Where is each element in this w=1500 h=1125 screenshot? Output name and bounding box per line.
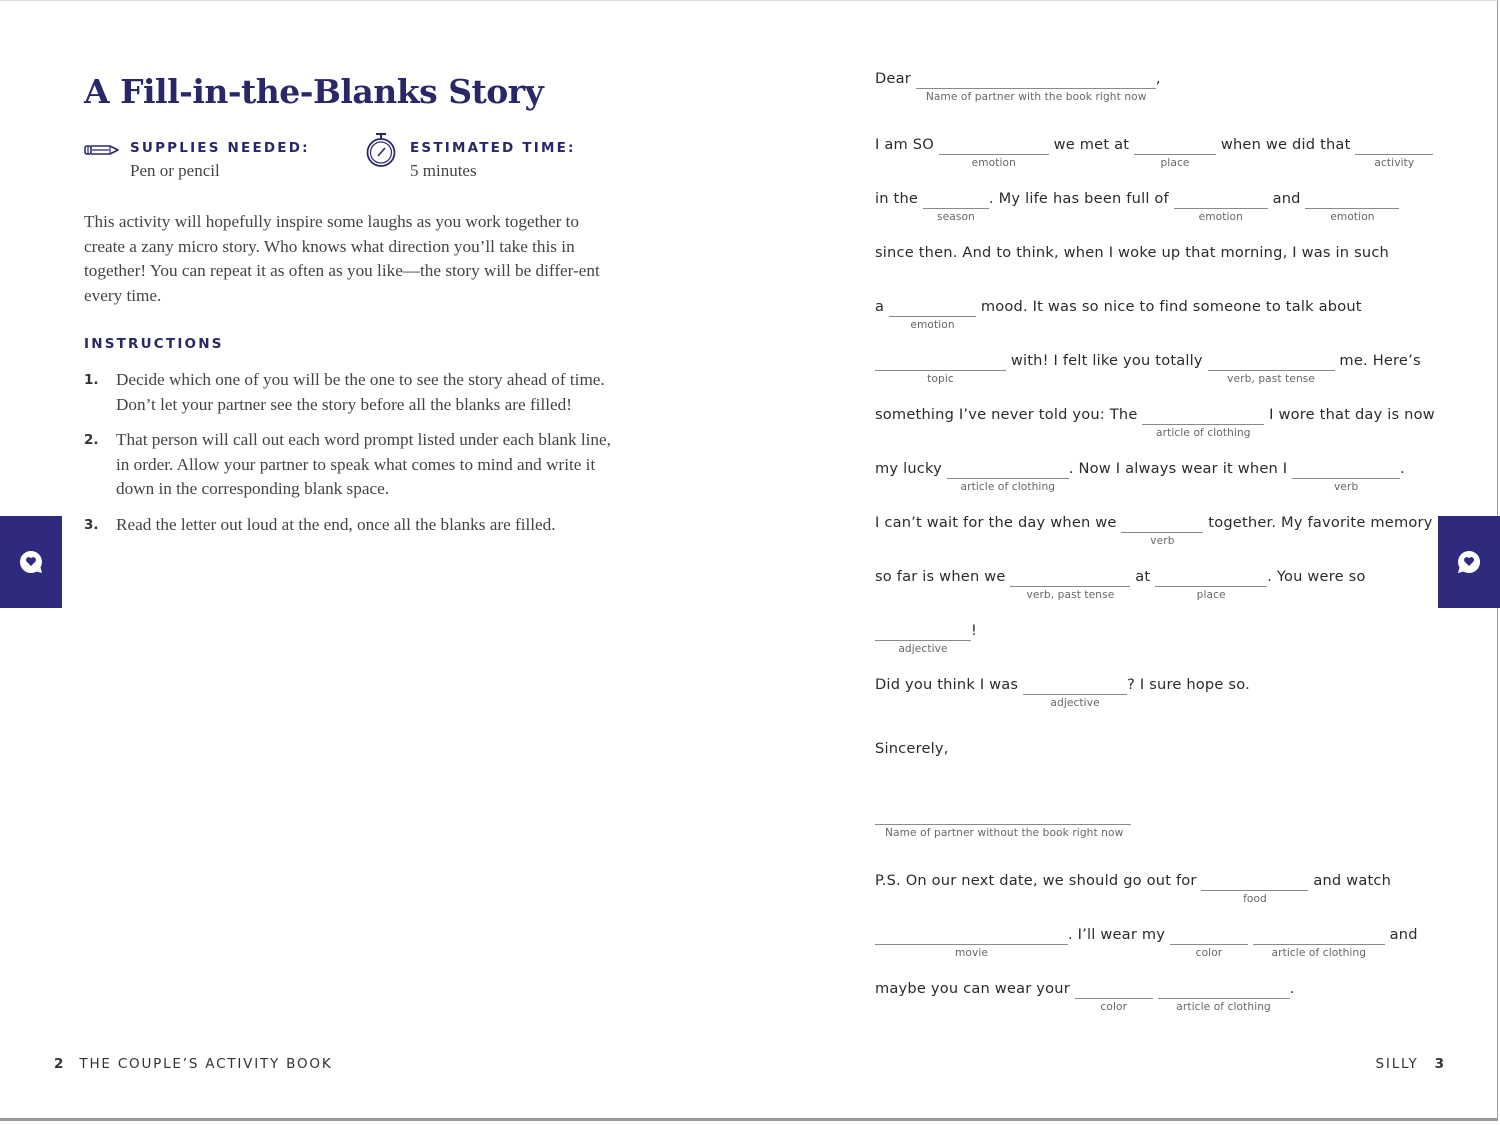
blank-line[interactable]	[1170, 926, 1248, 959]
blank-line[interactable]	[875, 352, 1006, 385]
blank-line[interactable]	[923, 190, 989, 223]
section-tab-right	[1438, 516, 1500, 608]
step-number: 3.	[84, 516, 99, 533]
blank-prompt-label: adjective	[1050, 697, 1100, 709]
story-text: !	[971, 622, 978, 639]
story-text: and watch	[1308, 872, 1392, 889]
story-line	[875, 136, 1437, 169]
instruction-step	[84, 368, 624, 417]
story-text: . My life has been full of	[988, 190, 1174, 207]
blank-prompt-label: emotion	[1198, 211, 1243, 223]
blank-prompt-label: emotion	[971, 157, 1016, 169]
story-text: I am SO	[875, 136, 939, 153]
blank-line[interactable]	[1292, 460, 1400, 493]
story-text: something I’ve never told you: The	[875, 406, 1143, 423]
speech-bubble-heart-icon	[18, 549, 44, 575]
intro-paragraph: This activity will hopefully inspire some laughs as you work together to create a zany micro story. Who knows what direction you’ll take this in together! You can repeat it as often as you like—the story will be differ-ent every time.	[84, 212, 600, 305]
story-text: . Now I always wear it when I	[1068, 460, 1293, 477]
blank-prompt-label: verb, past tense	[1026, 589, 1115, 601]
story-line	[875, 926, 1418, 959]
story-text: . I’ll wear my	[1068, 926, 1170, 943]
step-text: Read the letter out loud at the end, once all the blanks are filled.	[116, 514, 556, 534]
blank-line[interactable]	[1075, 980, 1153, 1013]
blank-prompt-label: article of clothing	[960, 481, 1056, 493]
blank-prompt-label: Name of partner with the book right now	[925, 91, 1147, 103]
blank-prompt-label: article of clothing	[1271, 947, 1367, 959]
section-tab-left	[0, 516, 62, 608]
instructions-heading: INSTRUCTIONS	[84, 336, 224, 352]
blank-prompt-label: verb	[1150, 535, 1175, 547]
blank-line[interactable]	[916, 70, 1156, 103]
story-text: P.S. On our next date, we should go out for	[875, 872, 1202, 889]
supplies-value: Pen or pencil	[130, 161, 220, 180]
story-line	[875, 622, 978, 655]
step-number: 1.	[84, 372, 99, 388]
story-text: ,	[1155, 70, 1161, 87]
blank-prompt-label: article of clothing	[1156, 427, 1251, 439]
blank-prompt-label: movie	[954, 947, 989, 959]
blank-prompt-label: verb	[1334, 481, 1359, 493]
story-text: . You were so	[1267, 568, 1366, 585]
estimated-time	[364, 140, 576, 181]
blank-line[interactable]	[1201, 872, 1308, 905]
story-text: together. My favorite memory	[1203, 514, 1433, 531]
blank-prompt-label: topic	[927, 373, 954, 385]
story-text: when we did that	[1216, 136, 1356, 153]
blank-line[interactable]	[1208, 352, 1335, 385]
blank-line[interactable]	[1121, 514, 1203, 547]
blank-line[interactable]	[1355, 136, 1433, 169]
page-number-right: 3	[1434, 1056, 1444, 1072]
blank-line[interactable]	[875, 926, 1068, 959]
blank-prompt-label: food	[1243, 893, 1267, 905]
blank-line[interactable]	[1174, 190, 1268, 223]
story-line	[875, 298, 1362, 331]
stopwatch-icon	[364, 132, 398, 168]
blank-line[interactable]	[1134, 136, 1216, 169]
blank-line[interactable]	[875, 622, 971, 655]
footer-right	[1376, 1056, 1444, 1072]
story-line	[875, 568, 1366, 601]
story-text: I wore that day is now	[1264, 406, 1435, 423]
story-line	[875, 980, 1295, 1013]
story-text: Sincerely,	[875, 740, 949, 757]
story-text: so far is when we	[875, 568, 1011, 585]
instruction-step	[84, 428, 624, 502]
story-line	[875, 872, 1392, 905]
blank-prompt-label: emotion	[910, 319, 955, 331]
blank-prompt-label: color	[1195, 947, 1223, 959]
story-text: maybe you can wear your	[875, 980, 1075, 997]
pencil-icon	[84, 143, 120, 157]
story-text: a	[875, 298, 889, 315]
supplies-label: SUPPLIES NEEDED:	[130, 140, 310, 156]
story-text: Dear	[875, 70, 916, 87]
story-line	[875, 676, 1250, 709]
story-line	[875, 244, 1389, 262]
story-line	[875, 406, 1435, 439]
blank-prompt-label: activity	[1374, 157, 1415, 169]
blank-prompt-label: season	[937, 211, 975, 223]
story-text: .	[1400, 460, 1405, 477]
story-text: and	[1267, 190, 1306, 207]
blank-line[interactable]	[1010, 568, 1130, 601]
blank-line[interactable]	[889, 298, 976, 331]
story-line	[875, 740, 949, 758]
blank-line[interactable]	[1023, 676, 1127, 709]
instruction-step	[84, 513, 624, 538]
story-line	[875, 514, 1433, 547]
story-line	[875, 460, 1405, 493]
blank-line[interactable]	[1253, 926, 1385, 959]
blank-prompt-label: place	[1196, 589, 1226, 601]
story-text: mood. It was so nice to find someone to talk about	[975, 298, 1362, 315]
speech-bubble-heart-icon	[1456, 549, 1482, 575]
footer-left	[54, 1056, 332, 1072]
running-head-left: THE COUPLE’S ACTIVITY BOOK	[79, 1056, 333, 1072]
story-text: I can’t wait for the day when we	[875, 514, 1122, 531]
blank-prompt-label: article of clothing	[1176, 1001, 1271, 1013]
blank-line[interactable]	[875, 806, 1131, 839]
story-text: in the	[875, 190, 923, 207]
blank-prompt-label: adjective	[898, 643, 948, 655]
step-text: That person will call out each word prompt listed under each blank line, in order. Allow your partner to speak what comes to mind and write it down in the corresponding blank space.	[116, 430, 611, 498]
supplies-needed	[84, 140, 310, 181]
blank-prompt-label: color	[1100, 1001, 1128, 1013]
story-line	[875, 190, 1403, 223]
blank-line[interactable]	[1305, 190, 1399, 223]
story-text: since then. And to think, when I woke up that morning, I was in such	[875, 244, 1390, 261]
step-number: 2.	[84, 432, 99, 448]
running-head-right: SILLY	[1375, 1056, 1419, 1072]
story-text: and	[1384, 926, 1418, 943]
blank-line[interactable]	[1142, 406, 1264, 439]
story-text: .	[1289, 980, 1295, 997]
blank-line[interactable]	[1155, 568, 1267, 601]
blank-prompt-label: emotion	[1330, 211, 1375, 223]
step-text: Decide which one of you will be the one to see the story ahead of time. Don’t let your partner see the story before all the blanks are filled!	[116, 370, 605, 414]
story-text: my lucky	[875, 460, 947, 477]
blank-prompt-label: Name of partner without the book right now	[885, 827, 1124, 839]
story-text: Did you think I was	[875, 676, 1024, 693]
blank-prompt-label: place	[1160, 157, 1190, 169]
blank-prompt-label: verb, past tense	[1227, 373, 1316, 385]
blank-line[interactable]	[947, 460, 1069, 493]
story-text: with! I felt like you totally	[1006, 352, 1208, 369]
story-line	[875, 70, 1161, 103]
blank-line[interactable]	[939, 136, 1049, 169]
instructions-list	[84, 368, 624, 548]
story-text: ? I sure hope so.	[1127, 676, 1250, 693]
blank-line[interactable]	[1158, 980, 1290, 1013]
page-title: A Fill-in-the-Blanks Story	[84, 72, 544, 111]
page-number-left: 2	[54, 1056, 64, 1072]
story-text: we met at	[1048, 136, 1134, 153]
time-value: 5 minutes	[410, 161, 477, 180]
story-text: me. Here’s	[1334, 352, 1421, 369]
story-line	[875, 806, 1135, 839]
time-label: ESTIMATED TIME:	[410, 140, 576, 156]
story-line	[875, 352, 1421, 385]
story-text: at	[1130, 568, 1156, 585]
